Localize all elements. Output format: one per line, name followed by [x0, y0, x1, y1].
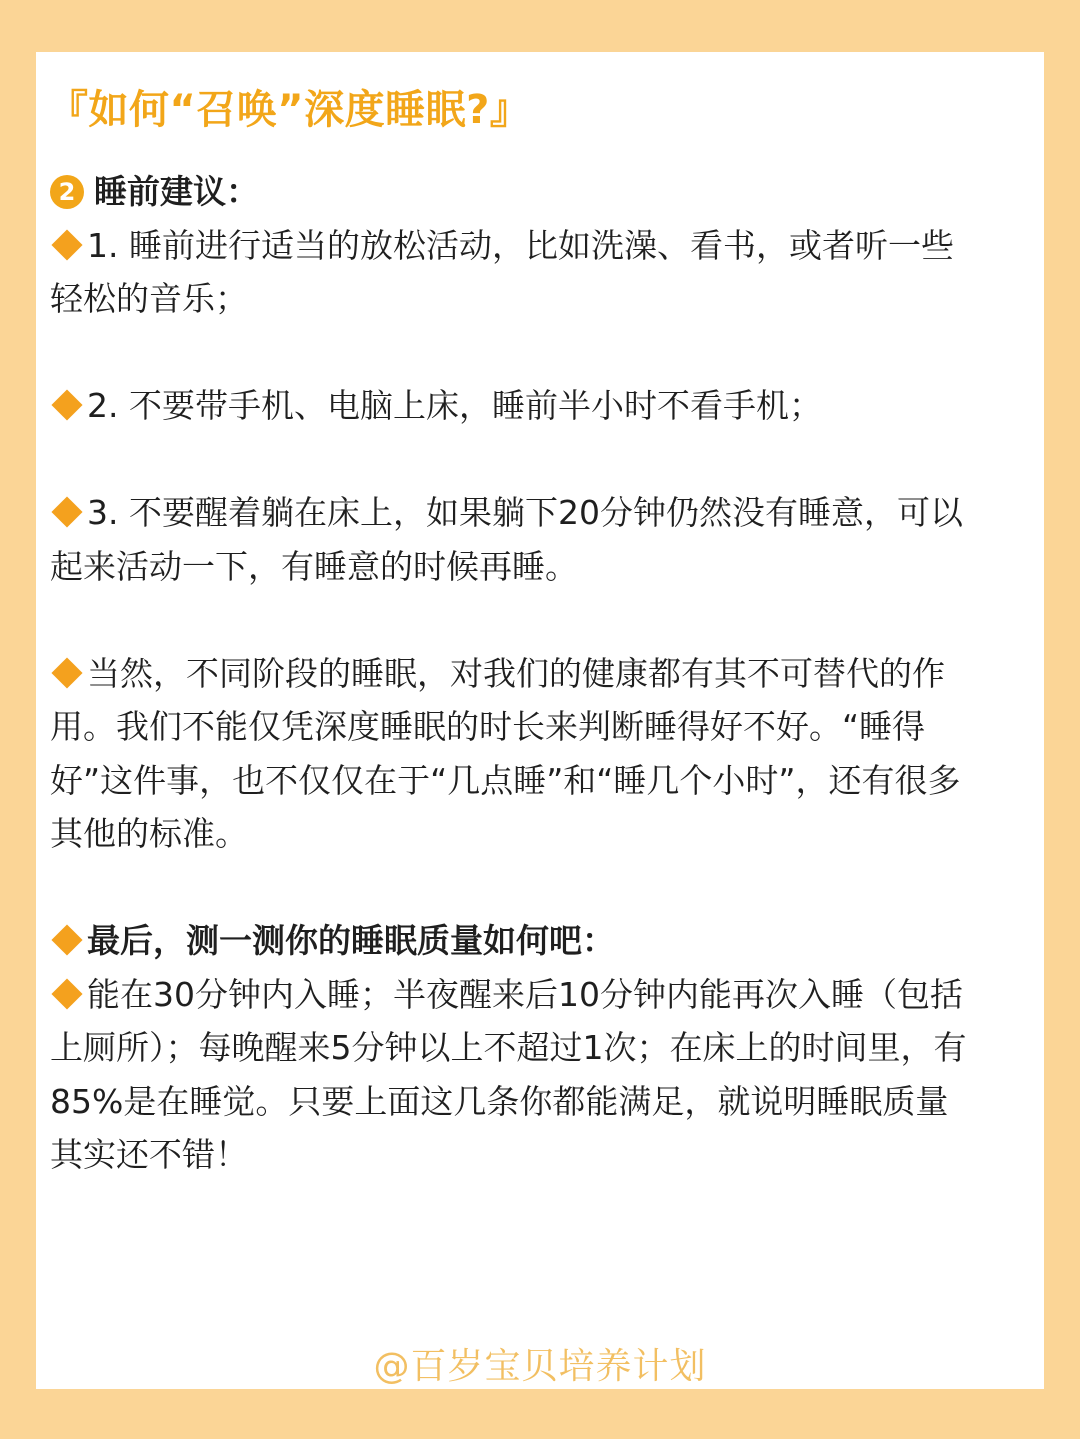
final-heading-text: 最后，测一测你的睡眠质量如何吧：: [87, 921, 615, 960]
tip-text-2: 2. 不要带手机、电脑上床，睡前半小时不看手机；: [87, 386, 822, 425]
tip-paragraph-1: [50, 219, 972, 326]
tip-text-3: 3. 不要醒着躺在床上，如果躺下20分钟仍然没有睡意，可以起来活动一下，有睡意的时候再睡。: [50, 493, 963, 586]
spacer: [50, 861, 972, 915]
diamond-bullet-icon: [51, 924, 82, 955]
diamond-bullet-icon: [51, 229, 82, 260]
spacer: [50, 593, 972, 647]
page-title: 『如何“召唤”深度睡眠?』: [48, 87, 531, 133]
spacer: [50, 326, 972, 380]
final-heading: [50, 914, 972, 968]
diamond-bullet-icon: [51, 389, 82, 420]
section-heading: [50, 165, 972, 219]
tip-text-1: 1. 睡前进行适当的放松活动，比如洗澡、看书，或者听一些轻松的音乐；: [50, 225, 954, 318]
author-watermark: @百岁宝贝培养计划: [373, 1346, 707, 1387]
spacer: [50, 433, 972, 487]
article-body: [50, 165, 972, 1182]
diamond-bullet-icon: [51, 978, 82, 1009]
diamond-bullet-icon: [51, 496, 82, 527]
tip-paragraph-3: [50, 486, 972, 593]
note-text: 当然，不同阶段的睡眠，对我们的健康都有其不可替代的作用。我们不能仅凭深度睡眠的时长来判断睡得好不好。“睡得好”这件事，也不仅仅在于“几点睡”和“睡几个小时”，还有很多其他的标准。: [50, 653, 961, 853]
final-paragraph: [50, 968, 972, 1182]
note-paragraph: [50, 647, 972, 861]
number-badge-icon: 2: [50, 175, 84, 209]
diamond-bullet-icon: [51, 657, 82, 688]
section-heading-text: 睡前建议：: [94, 172, 259, 211]
tip-paragraph-2: [50, 379, 972, 433]
final-text: 能在30分钟内入睡；半夜醒来后10分钟内能再次入睡（包括上厕所）；每晚醒来5分钟以上不超过1次；在床上的时间里，有85%是在睡觉。只要上面这几条你都能满足，就说明睡眠质量其实还不错！: [50, 974, 967, 1174]
